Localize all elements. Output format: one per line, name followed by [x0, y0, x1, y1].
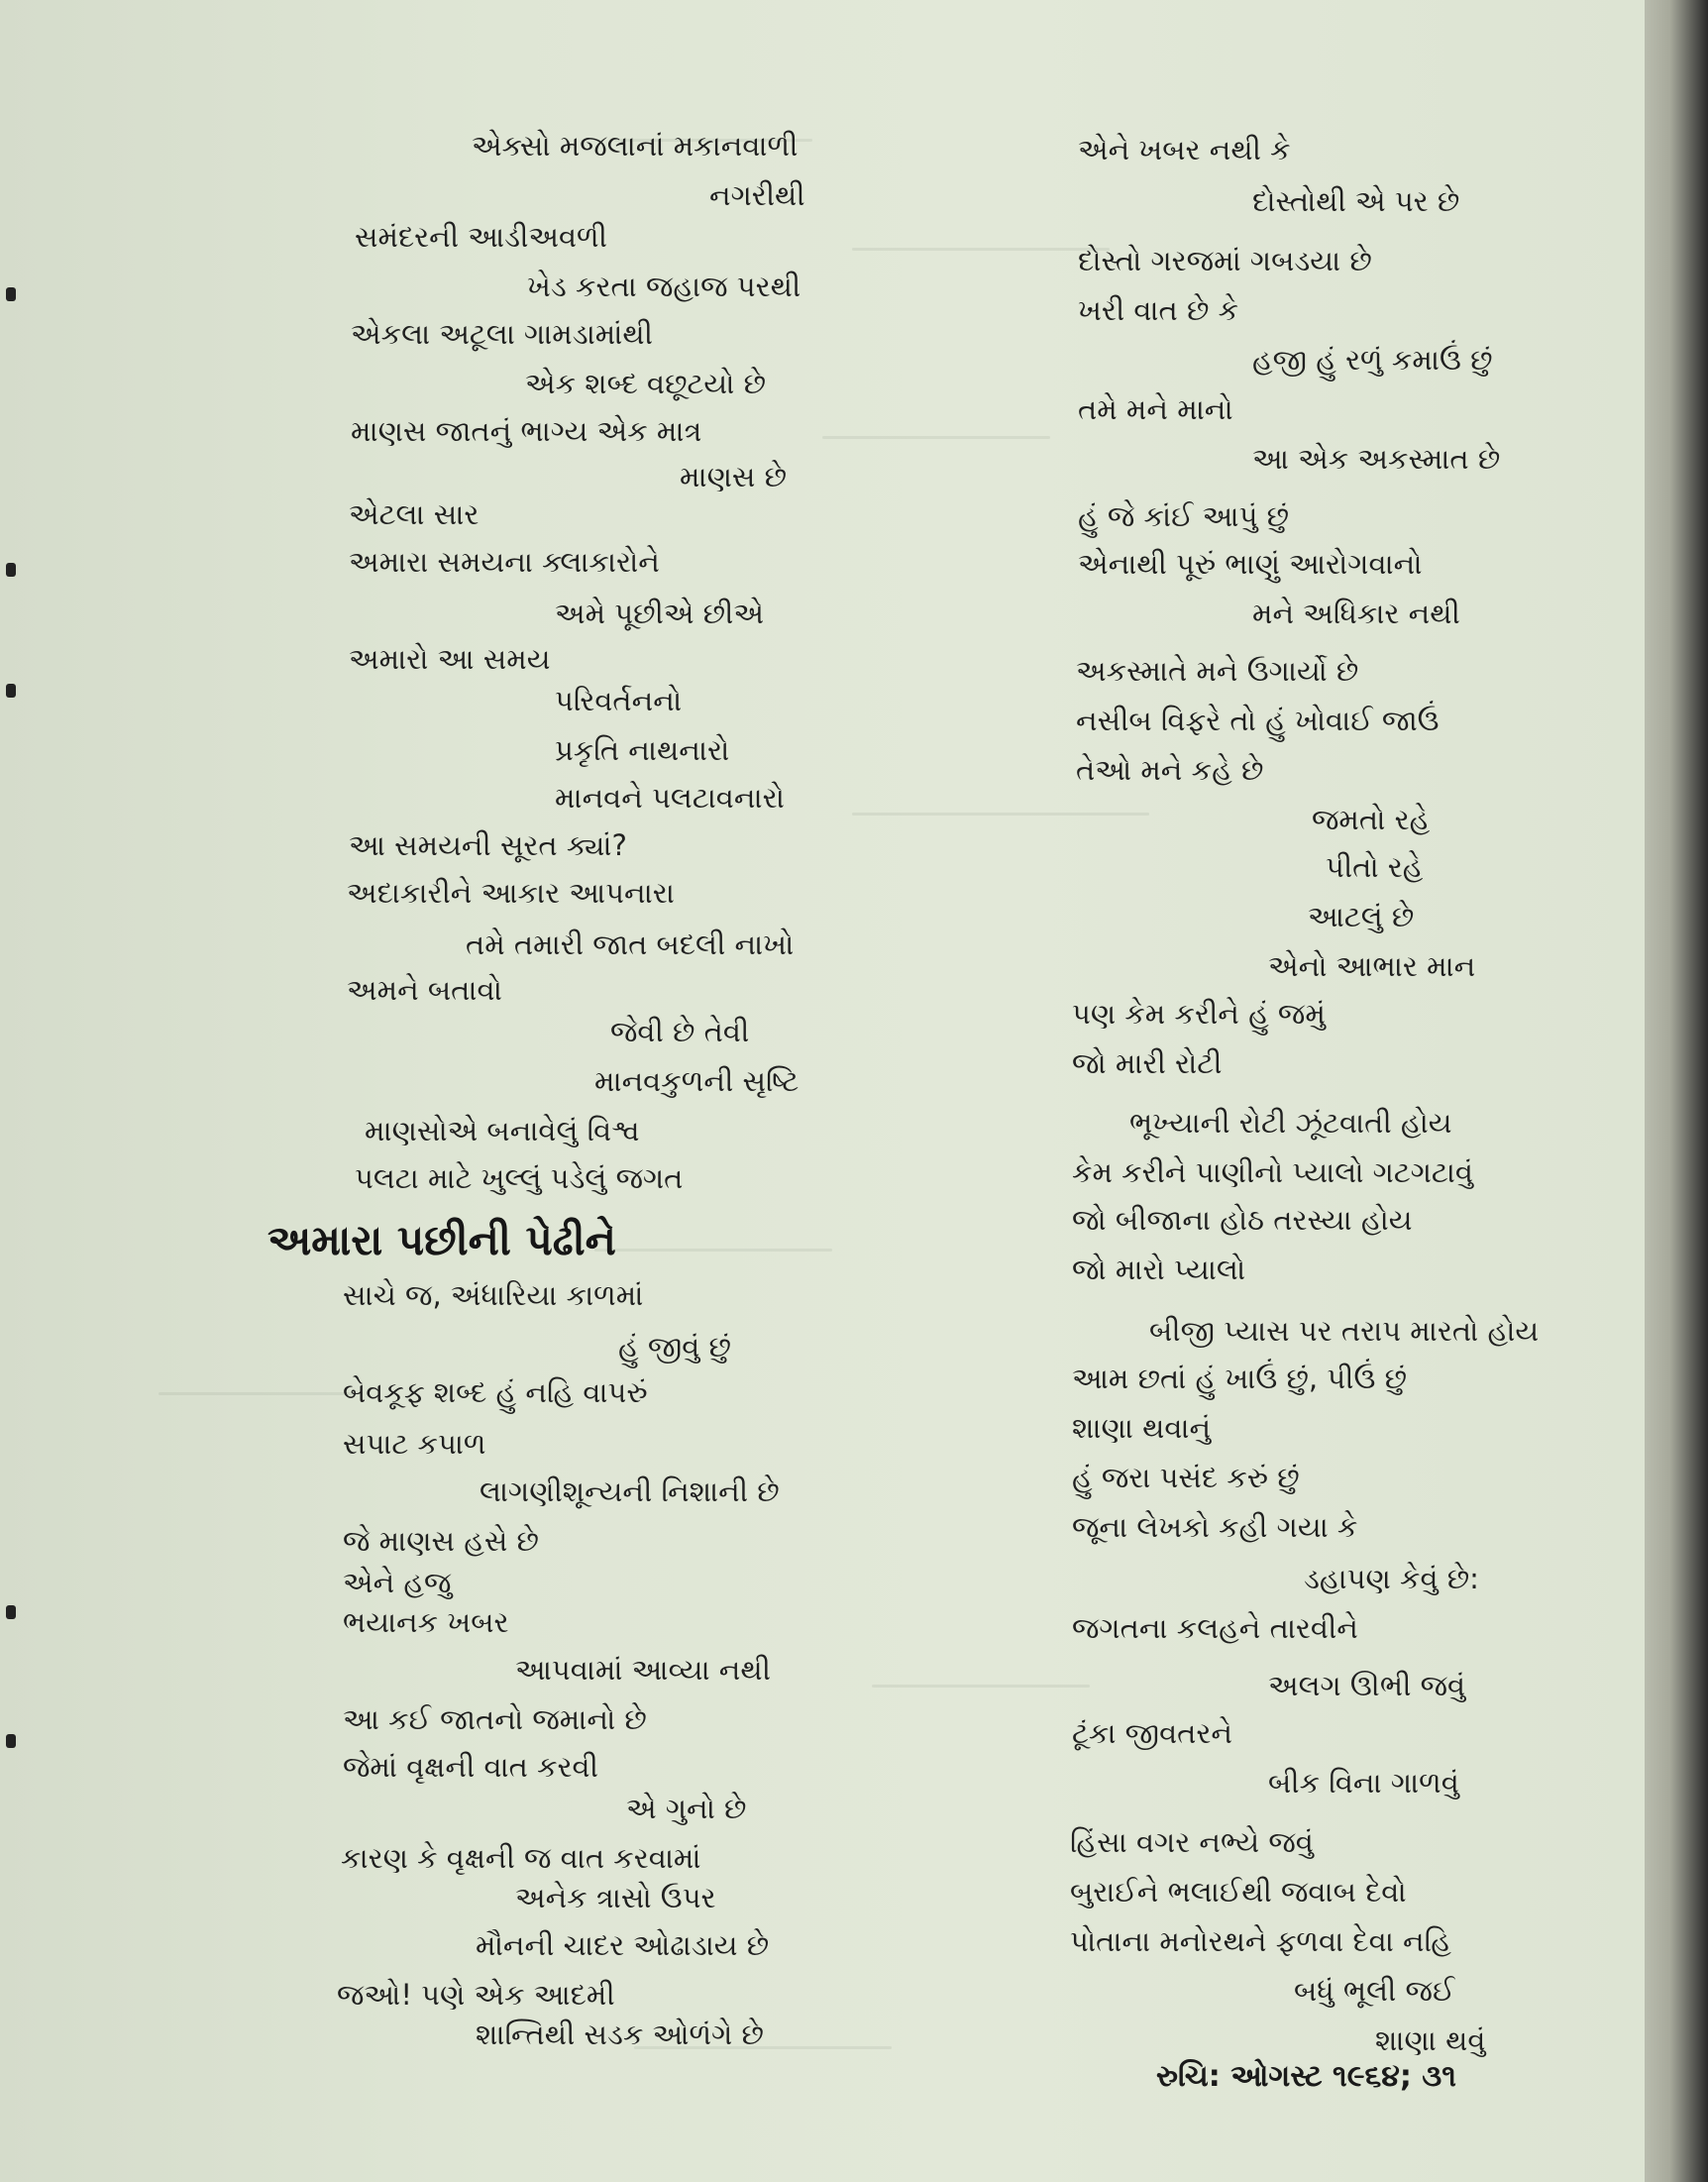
poem-line: હું જરા પસંદ કરું છું	[1072, 1461, 1300, 1494]
poem-line: ટૂંકા જીવતરને	[1072, 1716, 1232, 1750]
poem-line: જે માણસ હસે છે	[343, 1524, 539, 1558]
poem-line: જઓ! પણે એક આદમી	[337, 1978, 615, 2012]
poem-line: એનાથી પૂરું ભાણું આરોગવાનો	[1078, 547, 1423, 581]
binding-hole	[6, 563, 16, 577]
poem-line: અદાકારીને આકાર આપનારા	[347, 876, 675, 910]
poem-line: જેવી છે તેવી	[610, 1015, 750, 1048]
poem-line: સાચે જ, અંધારિયા કાળમાં	[343, 1278, 644, 1312]
poem-line: આ સમયની સૂરત ક્યાં?	[349, 828, 627, 862]
binding-hole	[6, 287, 16, 301]
poem-line: બીક વિના ગાળવું	[1268, 1766, 1459, 1800]
poem-line: અમે પૂછીએ છીએ	[555, 597, 764, 630]
poem-line: શાણા થવાનું	[1072, 1411, 1212, 1445]
poem-line: અલગ ઊભી જવું	[1268, 1669, 1466, 1702]
poem-line: અમારો આ સમય	[349, 642, 551, 676]
poem-line: તેઓ મને કહે છે	[1076, 753, 1264, 787]
poem-line: પીતો રહે	[1326, 850, 1424, 884]
poem-line: એક શબ્દ વછૂટયો છે	[525, 367, 767, 400]
poem-line: જો મારી રોટી	[1072, 1046, 1223, 1080]
poem-line: પોતાના મનોરથને ફળવા દેવા નહિ	[1070, 1924, 1451, 1958]
poem-line: જમતો રહે	[1312, 803, 1431, 836]
poem-line: માનવકુળની સૃષ્ટિ	[594, 1064, 800, 1098]
poem-line: ડહાપણ કેવું છે:	[1304, 1562, 1479, 1595]
poem-line: બીજી પ્યાસ પર તરાપ મારતો હોય	[1149, 1314, 1540, 1348]
poem-line: મને અધિકાર નથી	[1252, 597, 1460, 630]
binding-hole	[6, 1734, 16, 1748]
poem-line: બુરાઈને ભલાઈથી જવાબ દેવો	[1070, 1875, 1407, 1909]
poem-line: માણસ છે	[680, 460, 787, 493]
poem-line: જૂના લેખકો કહી ગયા કે	[1072, 1510, 1358, 1544]
page-edge	[1645, 0, 1708, 2182]
poem-line: માણસોએ બનાવેલું વિશ્વ	[365, 1114, 640, 1147]
poem-line: એને હજુ	[343, 1566, 452, 1599]
poem-line: અનેક ત્રાસો ઉપર	[515, 1881, 716, 1914]
poem-line: કેમ કરીને પાણીનો પ્યાલો ગટગટાવું	[1072, 1155, 1473, 1189]
poem-line: જો મારો પ્યાલો	[1072, 1253, 1246, 1286]
poem-line: માનવને પલટાવનારો	[555, 781, 785, 815]
poem-line: સપાટ કપાળ	[343, 1427, 486, 1461]
poem-line: શાણા થવું	[1375, 2023, 1486, 2057]
poem-line: એ ગુનો છે	[626, 1792, 747, 1825]
poem-line: અમારા સમયના ક્લાકારોને	[349, 545, 660, 579]
poem-line: આ કઈ જાતનો જમાનો છે	[343, 1702, 647, 1736]
poem-line: આ એક અકસ્માત છે	[1252, 442, 1501, 476]
poem-line: હજી હું રળું કમાઉં છું	[1252, 343, 1493, 377]
poem-line: એને ખબર નથી કે	[1078, 133, 1291, 166]
poem-line: જો બીજાના હોઠ તરસ્યા હોય	[1072, 1203, 1413, 1237]
poem-line: ભૂખ્યાની રોટી ઝૂંટવાતી હોય	[1129, 1106, 1452, 1140]
poem-line: હું જીવું છું	[618, 1330, 731, 1364]
poem-line: કારણ કે વૃક્ષની જ વાત કરવામાં	[341, 1841, 701, 1875]
poem-line: પરિવર્તનનો	[555, 684, 683, 717]
poem-line: જેમાં વૃક્ષની વાત કરવી	[343, 1750, 598, 1784]
poem-line: નગરીથી	[709, 178, 805, 212]
binding-hole	[6, 684, 16, 698]
poem-line: પણ કેમ કરીને હું જમું	[1072, 997, 1326, 1031]
poem-line: આમ છતાં હું ખાઉં છું, પીઉં છું	[1072, 1362, 1407, 1395]
poem-line: અમને બતાવો	[347, 973, 502, 1007]
poem-line: ભયાનક ખબર	[343, 1605, 509, 1639]
poem-line: એટલા સાર	[349, 497, 480, 531]
poem-line: ખેડ કરતા જહાજ પરથી	[527, 270, 801, 303]
poem-line: હિંસા વગર નભ્યે જવું	[1070, 1825, 1314, 1859]
poem-line: બેવકૂફ શબ્દ હું નહિ વાપરું	[343, 1375, 648, 1409]
poem-line: દોસ્તોથી એ પર છે	[1252, 184, 1460, 218]
poem-title: અમારા પછીની પેઢીને	[267, 1216, 616, 1264]
poem-line: હું જે કાંઈ આપું છું	[1078, 499, 1290, 533]
poem-line: અકસ્માતે મને ઉગાર્યો છે	[1076, 654, 1359, 688]
poem-line: સમંદરની આડીઅવળી	[355, 220, 607, 254]
poem-line: બધું ભૂલી જઈ	[1294, 1974, 1455, 2008]
poem-line: મૌનની ચાદર ઓઢાડાય છે	[476, 1928, 770, 1962]
poem-line: શાન્તિથી સડક ઓળંગે છે	[476, 2018, 764, 2051]
poem-line: ખરી વાત છે કે	[1078, 293, 1239, 327]
poem-line: આટલું છે	[1308, 900, 1415, 933]
poem-line: નસીબ વિફરે તો હું ખોવાઈ જાઉં	[1076, 704, 1440, 737]
page-footer: રુચિ: ઓગસ્ટ ૧૯૬૪; ૩૧	[1155, 2059, 1456, 2094]
poem-line: આપવામાં આવ્યા નથી	[515, 1653, 771, 1687]
poem-line: જગતના કલહને તારવીને	[1072, 1611, 1358, 1645]
poem-line: પલટા માટે ખુલ્લું પડેલું જગત	[355, 1161, 684, 1195]
poem-line: પ્રકૃતિ નાથનારો	[555, 733, 730, 767]
poem-line: માણસ જાતનું ભાગ્ય એક માત્ર	[351, 414, 702, 448]
poem-line: તમે મને માનો	[1078, 392, 1233, 426]
poem-line: દોસ્તો ગરજમાં ગબડયા છે	[1078, 244, 1372, 277]
binding-hole	[6, 1605, 16, 1619]
poem-line: લાગણીશૂન્યની નિશાની છે	[480, 1474, 780, 1508]
poem-line: એનો આભાર માન	[1268, 949, 1476, 983]
poem-line: તમે તમારી જાત બદલી નાખો	[466, 927, 795, 961]
poem-line: એકલા અટૂલા ગામડામાંથી	[351, 317, 653, 351]
poem-line: એક્સો મજલાનાં મકાનવાળી	[472, 129, 799, 163]
